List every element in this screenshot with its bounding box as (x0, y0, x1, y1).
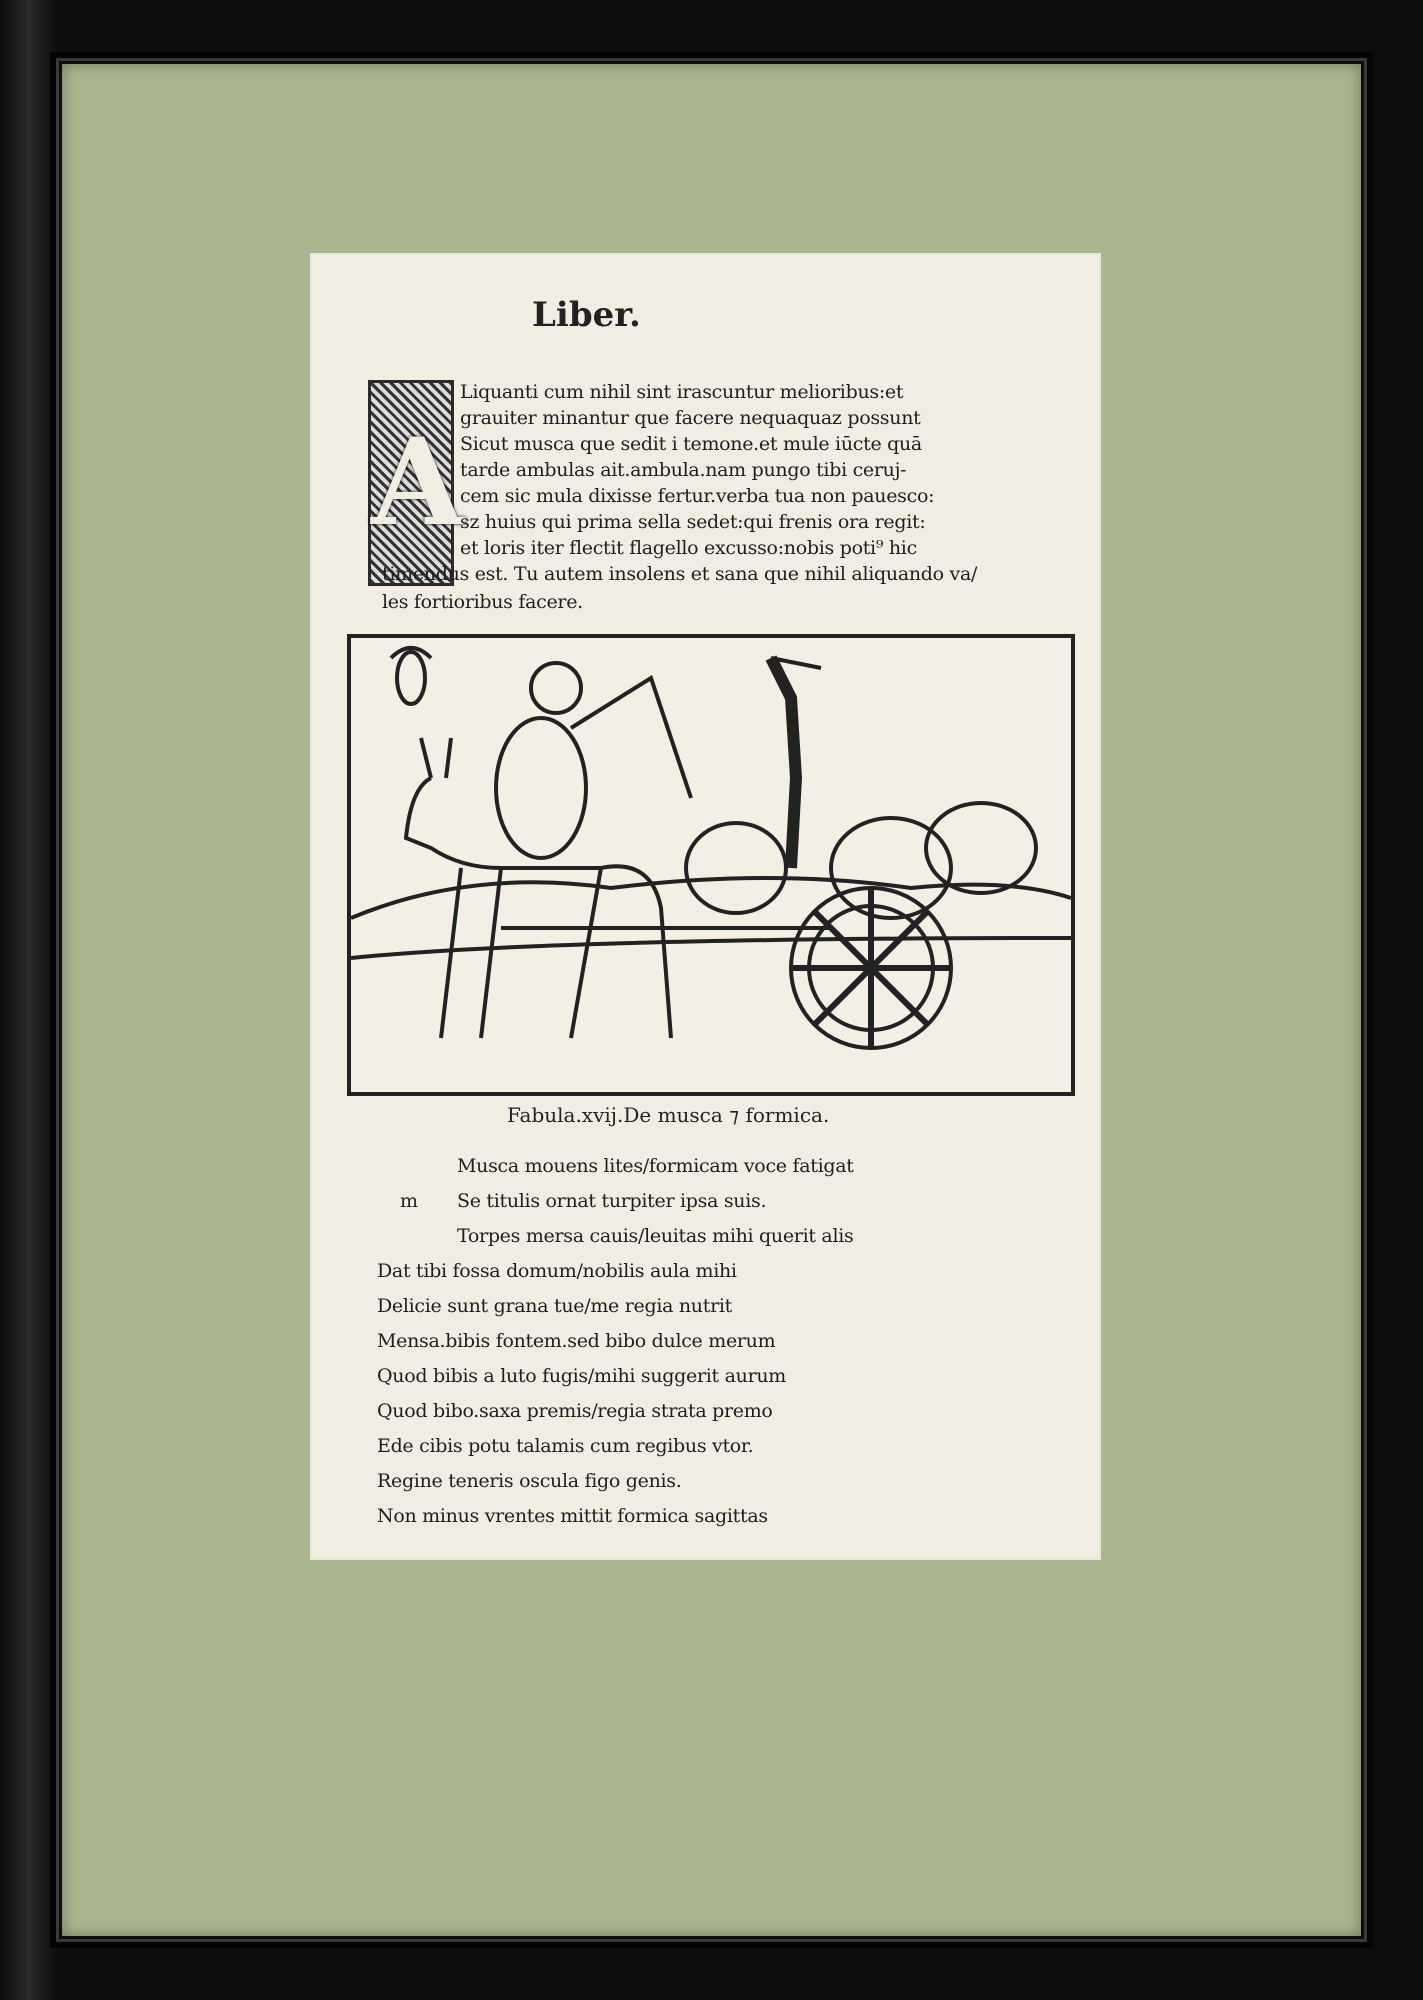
woodcut-illustration (347, 634, 1075, 1096)
verse-line: Regine teneris oscula figo genis. (377, 1470, 682, 1492)
verse-line: Non minus vrentes mittit formica sagittas (377, 1505, 768, 1527)
heading: Liber. (532, 295, 641, 335)
printed-leaf (312, 255, 1099, 1558)
margin-note: m (400, 1190, 419, 1212)
verse-line: Quod bibis a luto fugis/mihi suggerit aurum (377, 1365, 787, 1387)
prose-line: Liquanti cum nihil sint irascuntur melioribus:et (460, 381, 904, 403)
fable-caption: Fabula.xvij.De musca ⁊ formica. (507, 1103, 830, 1127)
verse-line: Quod bibo.saxa premis/regia strata premo (377, 1400, 773, 1422)
verse-line: Torpes mersa cauis/leuitas mihi querit alis (457, 1225, 854, 1247)
decorated-initial: A (368, 380, 454, 586)
prose-line: les fortioribus facere. (382, 591, 583, 613)
prose-line: cem sic mula dixisse fertur.verba tua non pauesco: (460, 485, 935, 507)
prose-line: tarde ambulas ait.ambula.nam pungo tibi ceruj- (460, 459, 907, 481)
prose-line: timendus est. Tu autem insolens et sana que nihil aliquando va/ (382, 563, 978, 585)
prose-line: Sicut musca que sedit i temone.et mule iūcte quā (460, 433, 922, 455)
verse-line: Mensa.bibis fontem.sed bibo dulce merum (377, 1330, 776, 1352)
verse-line: Ede cibis potu talamis cum regibus vtor. (377, 1435, 754, 1457)
verse-line: Dat tibi fossa domum/nobilis aula mihi (377, 1260, 737, 1282)
prose-line: grauiter minantur que facere nequaquaz possunt (460, 407, 921, 429)
prose-line: sz huius qui prima sella sedet:qui frenis ora regit: (460, 511, 926, 533)
verse-line: Se titulis ornat turpiter ipsa suis. (457, 1190, 767, 1212)
verse-line: Musca mouens lites/formicam voce fatigat (457, 1155, 854, 1177)
verse-line: Delicie sunt grana tue/me regia nutrit (377, 1295, 732, 1317)
prose-line: et loris iter flectit flagello excusso:nobis poti⁹ hic (460, 537, 917, 559)
